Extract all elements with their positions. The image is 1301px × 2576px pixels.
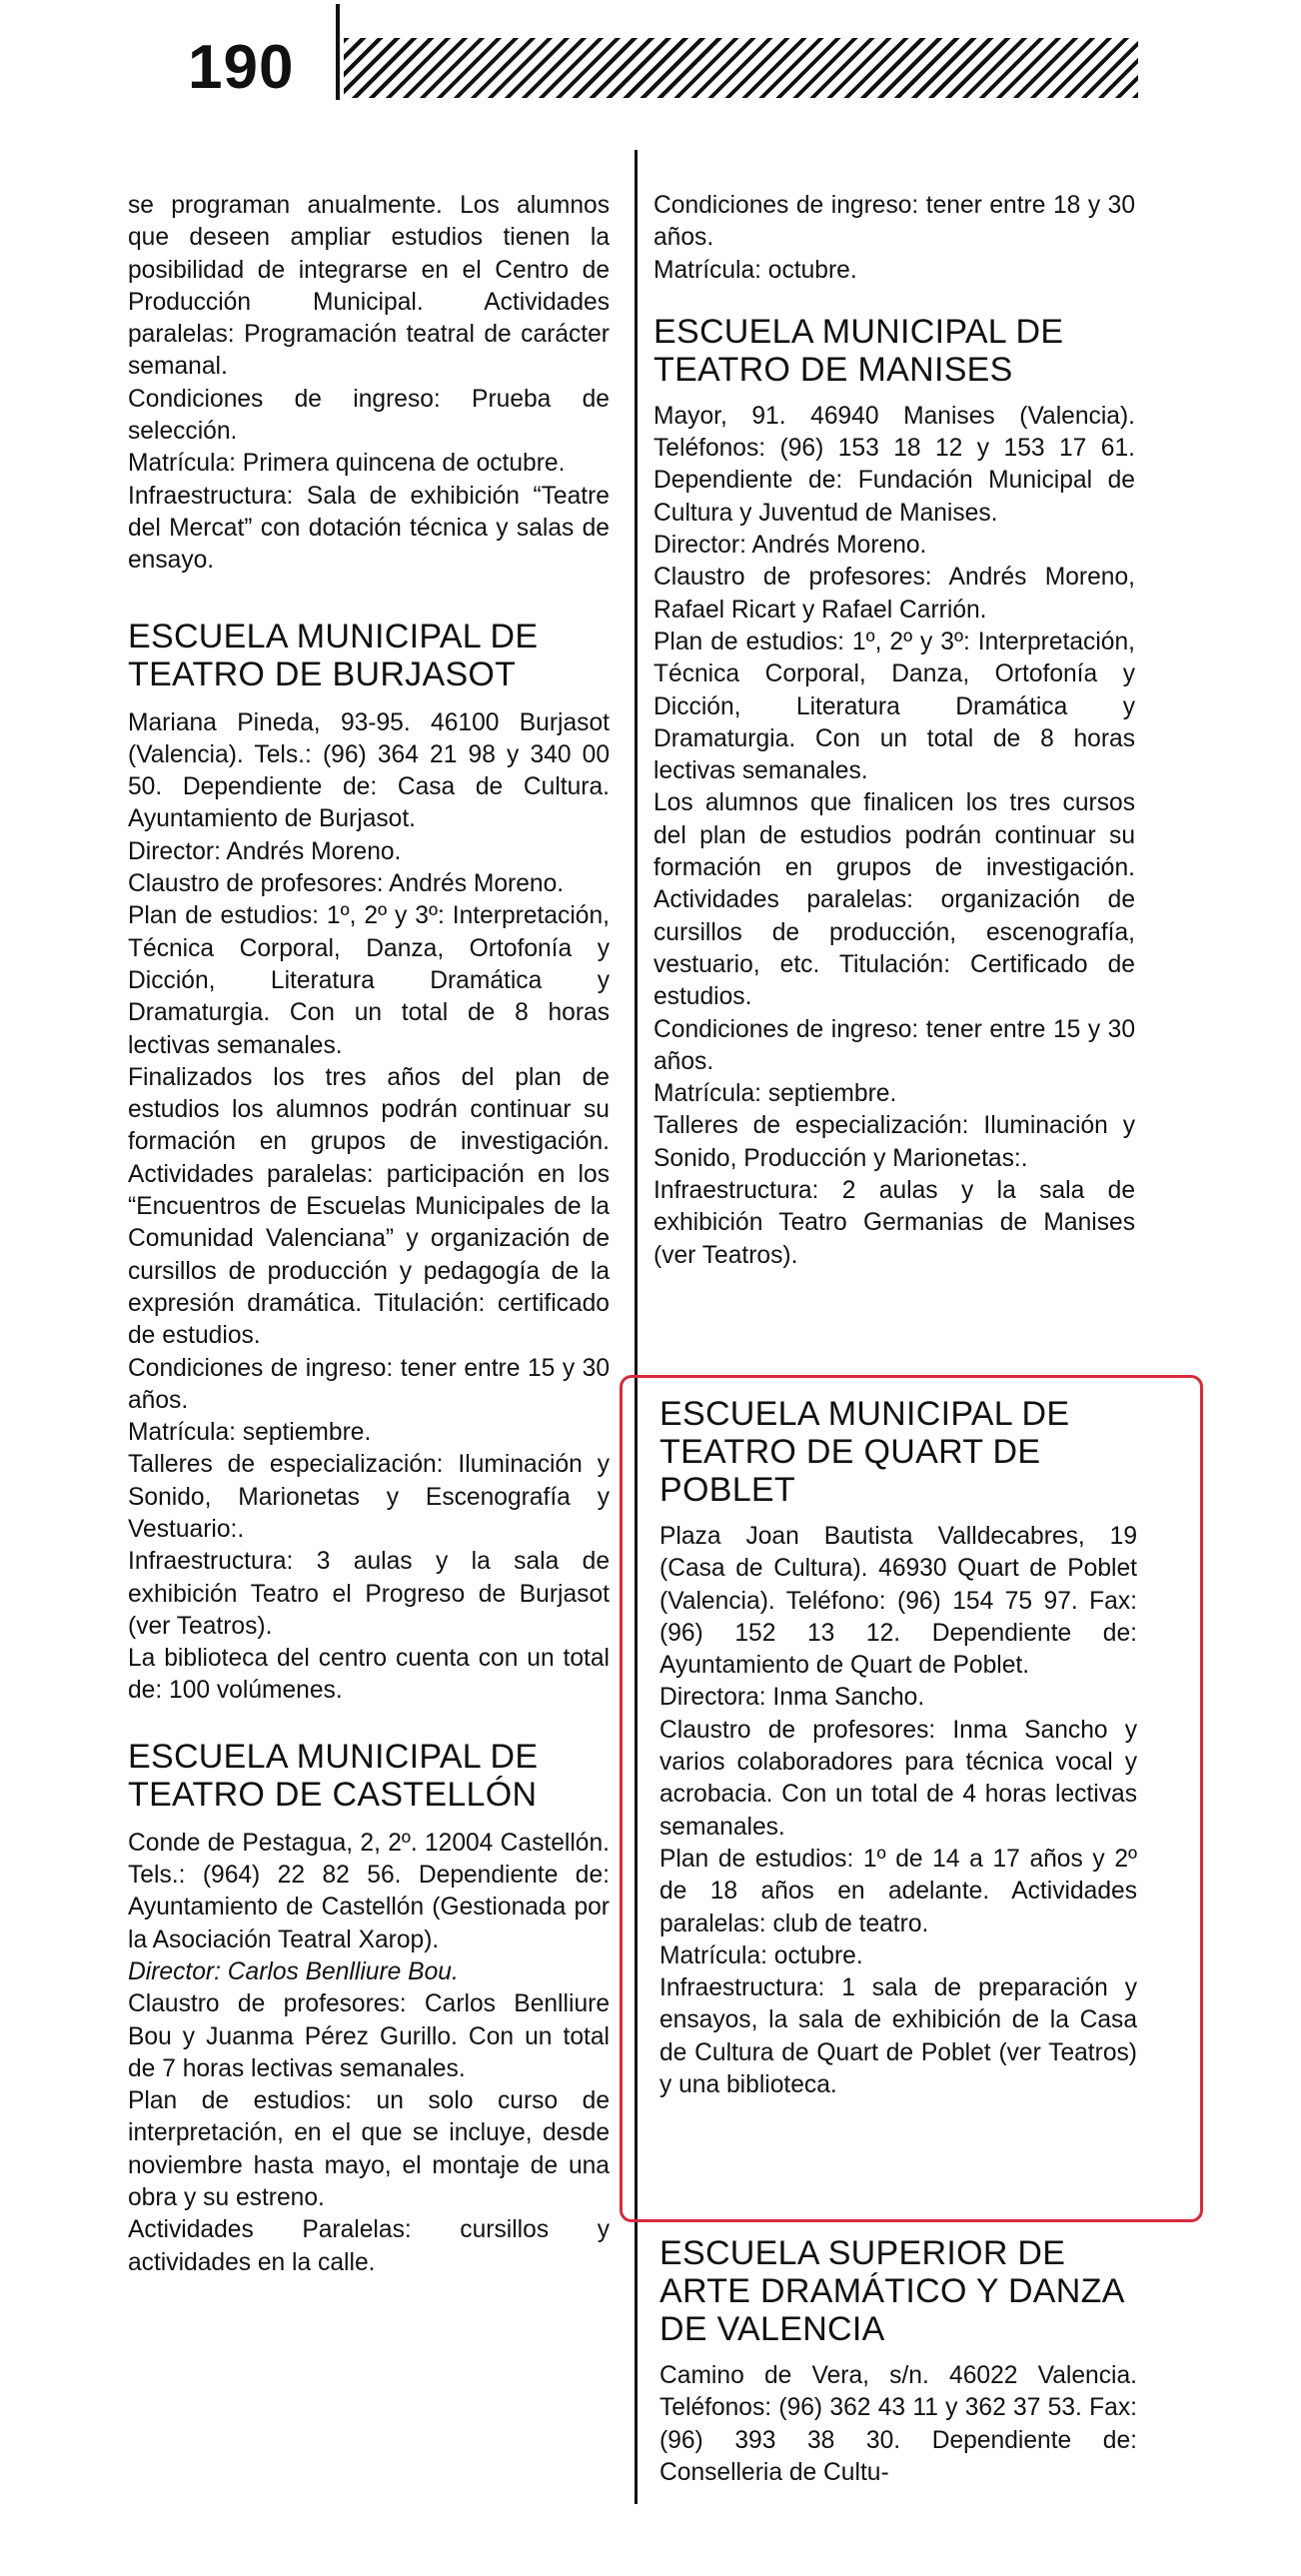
section-heading-manises xyxy=(653,313,1135,389)
header-vertical-rule xyxy=(336,4,340,100)
director-line: Director: Carlos Benlliure Bou. xyxy=(128,1957,459,1985)
activities-paragraph: Finalizados los tres años del plan de estudios los alumnos podrán continuar su formación en grupos de investigación. Actividades paralelas: participación en los “Encuentros de Escuelas Municipales de la Comunidad Valenciana” y organización de cursillos de producción y pedagogía de la expresión dramática. Titulación: certificado de estudios. xyxy=(128,1063,610,1350)
faculty-line: Claustro de profesores: Andrés Moreno, Rafael Ricart y Rafael Carrión. xyxy=(653,564,1135,624)
heading-line: TEATRO DE BURJASOT xyxy=(128,654,517,693)
section-heading-castellon xyxy=(128,1738,610,1814)
workshops-paragraph: Talleres de especialización: Iluminación y Sonido, Producción y Marionetas:. xyxy=(653,1112,1135,1172)
heading-line: ESCUELA MUNICIPAL DE xyxy=(653,312,1064,351)
address-paragraph: Camino de Vera, s/n. 46022 Valencia. Teléfonos: (96) 362 43 11 y 362 37 53. Fax: (96) 393 38 30. Dependiente de: Conselleria de Cultu- xyxy=(659,2362,1137,2486)
enrollment-line: Matrícula: septiembre. xyxy=(653,1080,897,1108)
section-heading-burjasot xyxy=(128,618,610,693)
heading-line: POBLET xyxy=(659,1471,795,1509)
activities-paragraph: Actividades Paralelas: cursillos y actividades en la calle. xyxy=(128,2216,610,2276)
heading-line: TEATRO DE MANISES xyxy=(653,350,1013,389)
heading-line: ESCUELA MUNICIPAL DE xyxy=(128,1737,539,1776)
heading-line: ESCUELA MUNICIPAL DE xyxy=(659,1395,1070,1433)
heading-line: TEATRO DE QUART DE xyxy=(659,1433,1041,1471)
infrastructure-paragraph: Infraestructura: 2 aulas y la sala de exhibición Teatro Germanias de Manises (ver Teatros). xyxy=(653,1177,1135,1269)
library-paragraph: La biblioteca del centro cuenta con un total de: 100 volúmenes. xyxy=(128,1645,610,1705)
superior-entry xyxy=(659,2234,1137,2489)
faculty-paragraph: Claustro de profesores: Carlos Benlliure Bou y Juanma Pérez Gurillo. Con un total de 7 horas lectivas semanales. xyxy=(128,1990,610,2082)
activities-paragraph: Los alumnos que finalicen los tres cursos del plan de estudios podrán continuar su formación en grupos de investigación. Actividades paralelas: organización de cursillos de producción, escenografía, vestuario, etc. Titulación: Certificado de estudios. xyxy=(653,789,1135,1011)
curriculum-paragraph: Plan de estudios: 1º, 2º y 3º: Interpretación, Técnica Corporal, Danza, Ortofonía y Dicción, Literatura Dramática y Dramaturgia. Con un total de 8 horas lectivas semanales. xyxy=(653,628,1135,785)
address-paragraph: Mayor, 91. 46940 Manises (Valencia). Teléfonos: (96) 153 18 12 y 153 17 61. Dependiente de: Fundación Municipal de Cultura y Juventud de Manises. xyxy=(653,402,1135,527)
intro-paragraph: Condiciones de ingreso: Prueba de selección. xyxy=(128,385,610,446)
heading-line: TEATRO DE CASTELLÓN xyxy=(128,1775,538,1814)
workshops-paragraph: Talleres de especialización: Iluminación y Sonido, Marionetas y Escenografía y Vestuario:. xyxy=(128,1451,610,1543)
intro-paragraph: se programan anualmente. Los alumnos que deseen ampliar estudios tienen la posibilidad de integrarse en el Centro de Producción Municipal. Actividades paralelas: Programación teatral de carácter semanal. xyxy=(128,192,610,381)
intro-paragraph: Condiciones de ingreso: tener entre 18 y 30 años. xyxy=(653,192,1135,252)
heading-line: ESCUELA MUNICIPAL DE xyxy=(128,617,539,655)
heading-line: ARTE DRAMÁTICO Y DANZA xyxy=(659,2272,1125,2310)
section-heading-superior xyxy=(659,2234,1137,2348)
address-paragraph: Plaza Joan Bautista Valldecabres, 19 (Casa de Cultura). 46930 Quart de Poblet (Valencia). Teléfono: (96) 154 75 97. Fax: (96) 152 13 12. Dependiente de: Ayuntamiento de Quart de Poblet. xyxy=(659,1523,1137,1680)
heading-line: DE VALENCIA xyxy=(659,2310,885,2348)
intro-paragraph: Matrícula: octubre. xyxy=(653,256,857,284)
page-number: 190 xyxy=(188,33,295,102)
enrollment-line: Matrícula: octubre. xyxy=(659,1941,863,1969)
curriculum-paragraph: Plan de estudios: 1º de 14 a 17 años y 2º de 18 años en adelante. Actividades paralelas: club de teatro. xyxy=(659,1845,1137,1937)
director-line: Director: Andrés Moreno. xyxy=(653,532,927,560)
section-heading-quart xyxy=(659,1395,1137,1509)
infrastructure-paragraph: Infraestructura: 3 aulas y la sala de exhibición Teatro el Progreso de Burjasot (ver Teatros). xyxy=(128,1548,610,1640)
intro-paragraph: Infraestructura: Sala de exhibición “Teatre del Mercat” con dotación técnica y salas de ensayo. xyxy=(128,482,610,575)
director-line: Directora: Inma Sancho. xyxy=(659,1684,925,1712)
admission-line: Condiciones de ingreso: tener entre 15 y 30 años. xyxy=(653,1015,1135,1075)
heading-line: ESCUELA SUPERIOR DE xyxy=(659,2234,1066,2272)
curriculum-paragraph: Plan de estudios: 1º, 2º y 3º: Interpretación, Técnica Corporal, Danza, Ortofonía y Dicción, Literatura Dramática y Dramaturgia. Con un total de 8 horas lectivas semanales. xyxy=(128,902,610,1059)
right-column xyxy=(653,190,1135,1272)
quart-entry xyxy=(659,1395,1137,2101)
intro-paragraph: Matrícula: Primera quincena de octubre. xyxy=(128,450,566,478)
left-column xyxy=(128,190,610,2279)
address-paragraph: Mariana Pineda, 93-95. 46100 Burjasot (Valencia). Tels.: (96) 364 21 98 y 340 00 50. Dependiente de: Casa de Cultura. Ayuntamiento de Burjasot. xyxy=(128,708,610,833)
header-hatch-band xyxy=(344,38,1138,98)
faculty-paragraph: Claustro de profesores: Inma Sancho y varios colaboradores para técnica vocal y acrobacia. Con un total de 4 horas lectivas semanales. xyxy=(659,1716,1137,1841)
address-paragraph: Conde de Pestagua, 2, 2º. 12004 Castellón. Tels.: (964) 22 82 56. Dependiente de: Ayuntamiento de Castellón (Gestionada por la Asociación Teatral Xarop). xyxy=(128,1829,610,1953)
admission-line: Condiciones de ingreso: tener entre 15 y 30 años. xyxy=(128,1354,610,1414)
faculty-line: Claustro de profesores: Andrés Moreno. xyxy=(128,870,565,898)
director-line: Director: Andrés Moreno. xyxy=(128,837,402,865)
curriculum-paragraph: Plan de estudios: un solo curso de interpretación, en el que se incluye, desde noviembre hasta mayo, el montaje de una obra y su estreno. xyxy=(128,2087,610,2212)
enrollment-line: Matrícula: septiembre. xyxy=(128,1419,372,1447)
infrastructure-paragraph: Infraestructura: 1 sala de preparación y ensayos, la sala de exhibición de la Casa de Cultura de Quart de Poblet (ver Teatros) y una biblioteca. xyxy=(659,1974,1137,2099)
